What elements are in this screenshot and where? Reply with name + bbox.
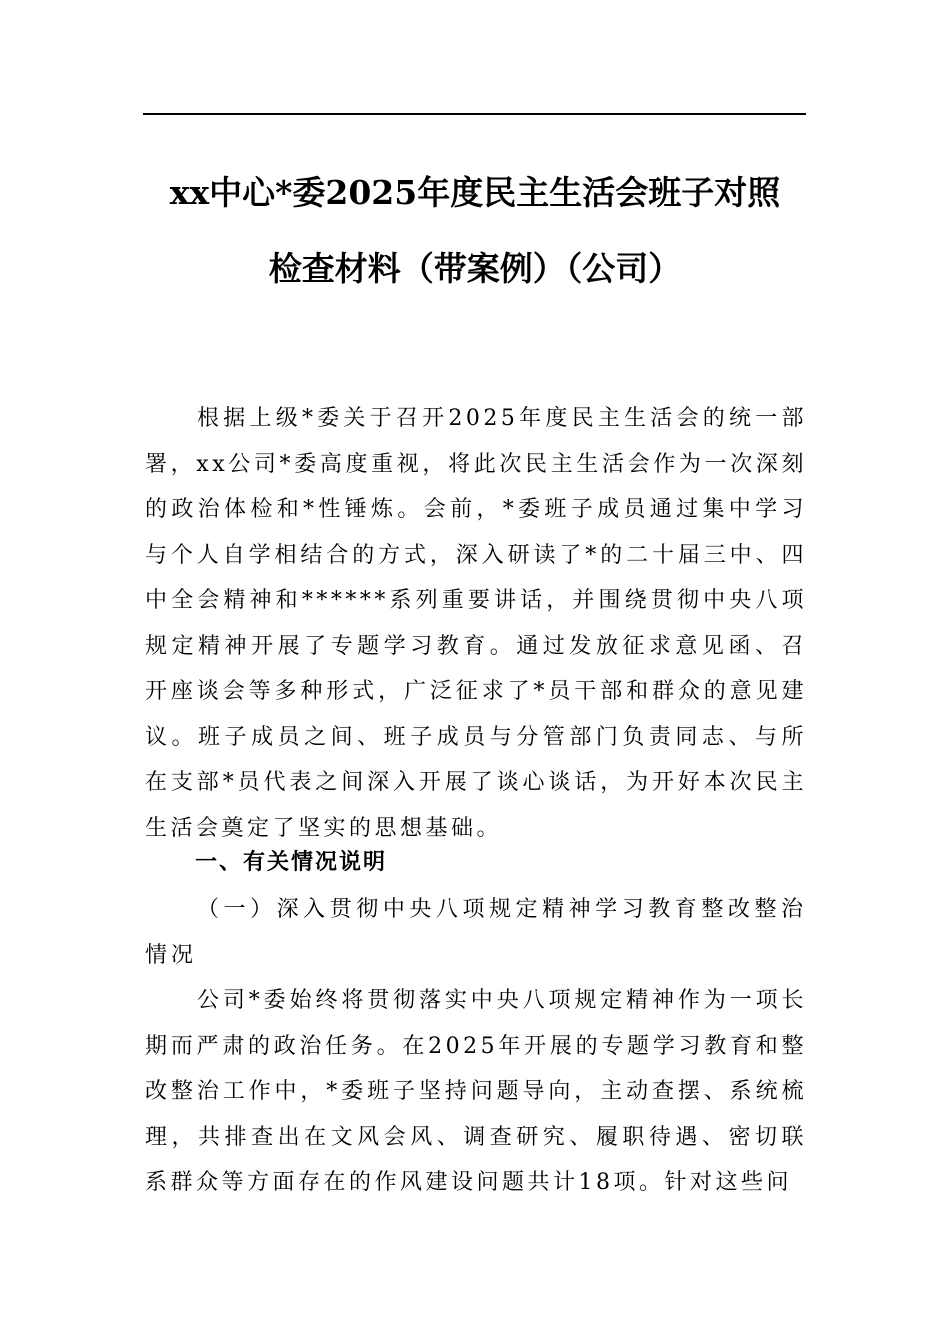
section-paragraph-1: 公司*委始终将贯彻落实中央八项规定精神作为一项长期而严肃的政治任务。在2025年开展的专题学习教育和整改整治工作中，*委班子坚持问题导向，主动查摆、系统梳理，共排查出在文风会风、调查研究、履职待遇、密切联系群众等方面存在的作风建设问题共计18项。针对这些问 — [145, 988, 807, 1195]
document-title — [100, 168, 850, 320]
subsection-heading-1: （一）深入贯彻中央八项规定精神学习教育整改整治情况 — [145, 897, 807, 968]
header-rule — [143, 113, 806, 115]
title-line-2: 检查材料（带案例）（公司） — [268, 249, 682, 288]
title-line-1: xx中心*委2025年度民主生活会班子对照 — [169, 173, 781, 212]
intro-paragraph: 根据上级*委关于召开2025年度民主生活会的统一部署，xx公司*委高度重视，将此次民主生活会作为一次深刻的政治体检和*性锤炼。会前，*委班子成员通过集中学习与个人自学相结合的方式，深入研读了*的二十届三中、四中全会精神和******系列重要讲话，并围绕贯彻中央八项规定精神开展了专题学习教育。通过发放征求意见函、召开座谈会等多种形式，广泛征求了*员干部和群众的意见建议。班子成员之间、班子成员与分管部门负责同志、与所在支部*员代表之间深入开展了谈心谈话，为开好本次民主生活会奠定了坚实的思想基础。 — [145, 406, 807, 841]
section-heading-1: 一、有关情况说明 — [195, 850, 388, 875]
